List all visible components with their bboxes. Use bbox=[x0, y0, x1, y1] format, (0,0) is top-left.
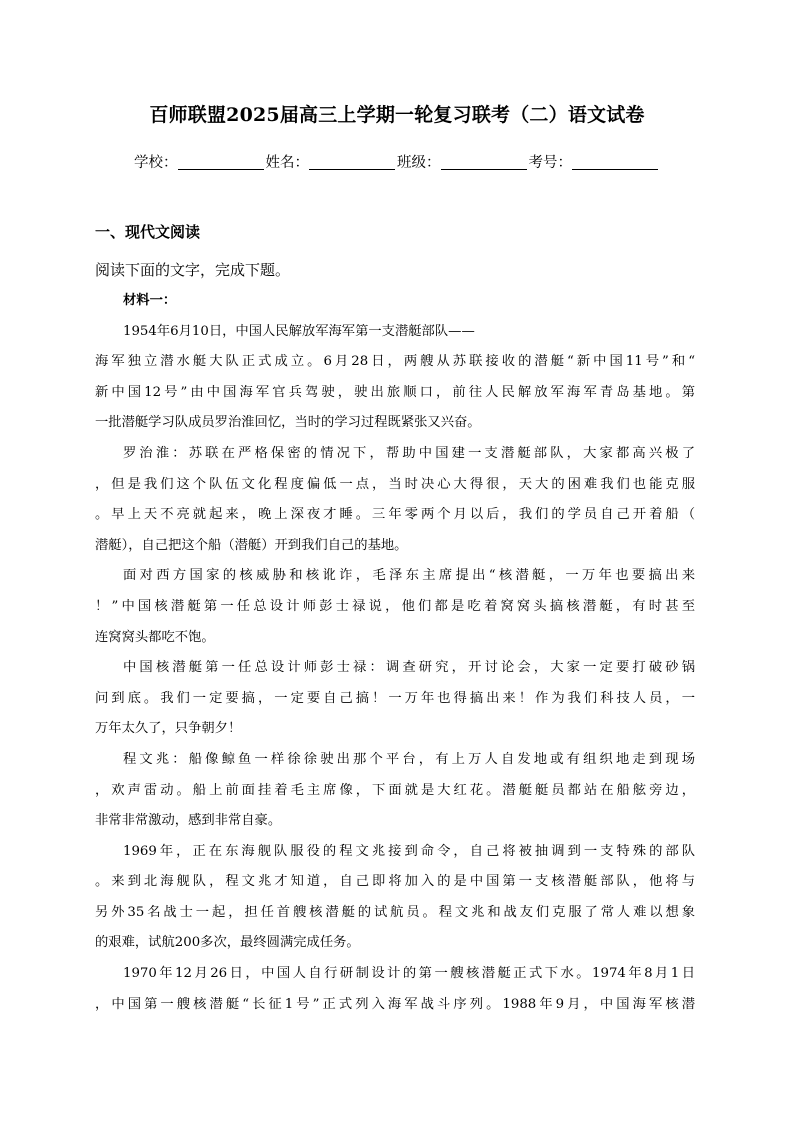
passage-line: 1970年12月26日，中国人自行研制设计的第一艘核潜艇正式下水。1974年8月1日 bbox=[123, 966, 695, 982]
school-label: 学校： bbox=[134, 155, 178, 171]
passage-line: 潜艇），自己把这个船（潜艇）开到我们自己的基地。 bbox=[95, 537, 408, 553]
passage-line: 1954年6月10日，中国人民解放军海军第一支潜艇部队—— bbox=[123, 323, 475, 339]
document-title: 百师联盟2025届高三上学期一轮复习联考（二）语文试卷 bbox=[149, 104, 645, 126]
passage-line: 程文兆：船像鲸鱼一样徐徐驶出那个平台，有上万人自发地或有组织地走到现场 bbox=[123, 751, 695, 767]
school-blank[interactable] bbox=[178, 151, 264, 170]
section-heading: 一、现代文阅读 bbox=[95, 223, 201, 241]
passage-line: 新中国12号”由中国海军官兵驾驶，驶出旅顺口，前往人民解放军海军青岛基地。第 bbox=[95, 384, 695, 400]
passage-line: 面对西方国家的核威胁和核讹诈，毛泽东主席提出“核潜艇，一万年也要搞出来 bbox=[123, 568, 695, 584]
passage-line: 。来到北海舰队，程文兆才知道，自己即将加入的是中国第一支核潜艇部队，他将与 bbox=[95, 874, 695, 890]
passage-line: 的艰难，试航200多次，最终圆满完成任务。 bbox=[95, 935, 360, 951]
exam-number-label: 考号： bbox=[528, 155, 572, 171]
exam-number-field bbox=[529, 150, 661, 176]
student-info-row bbox=[0, 150, 794, 176]
exam-number-blank[interactable] bbox=[572, 151, 658, 170]
material-label: 材料一： bbox=[123, 293, 177, 308]
name-field bbox=[266, 150, 398, 176]
passage-line: 一批潜艇学习队成员罗治淮回忆，当时的学习过程既紧张又兴奋。 bbox=[95, 415, 481, 431]
passage-line: 万年太久了，只争朝夕！ bbox=[95, 721, 242, 737]
passage-body bbox=[95, 286, 695, 1020]
passage-line: 非常非常激动，感到非常自豪。 bbox=[95, 813, 282, 829]
class-blank[interactable] bbox=[441, 151, 527, 170]
passage-line: ，欢声雷动。船上前面挂着毛主席像，下面就是大红花。潜艇艇员都站在船舷旁边， bbox=[95, 782, 695, 798]
passage-line: 1969年，正在东海舰队服役的程文兆接到命令，自己将被抽调到一支特殊的部队 bbox=[123, 843, 695, 859]
passage-line: ！”中国核潜艇第一任总设计师彭士禄说，他们都是吃着窝窝头搞核潜艇，有时甚至 bbox=[95, 598, 695, 614]
passage-line: 另外35名战士一起，担任首艘核潜艇的试航员。程文兆和战友们克服了常人难以想象 bbox=[95, 904, 695, 920]
passage-line: ，中国第一艘核潜艇“长征1号”正式列入海军战斗序列。1988年9月，中国海军核潜 bbox=[95, 996, 695, 1012]
school-field bbox=[134, 150, 266, 176]
passage-line: 罗治淮：苏联在严格保密的情况下，帮助中国建一支潜艇部队，大家都高兴极了 bbox=[123, 445, 695, 461]
class-field bbox=[397, 150, 529, 176]
passage-line: 海军独立潜水艇大队正式成立。6月28日，两艘从苏联接收的潜艇“新中国11号”和“ bbox=[95, 354, 695, 370]
name-blank[interactable] bbox=[309, 151, 395, 170]
passage-line: ，但是我们这个队伍文化程度偏低一点，当时决心大得很，天大的困难我们也能克服 bbox=[95, 476, 695, 492]
class-label: 班级： bbox=[397, 155, 441, 171]
passage-line: 连窝窝头都吃不饱。 bbox=[95, 629, 215, 645]
name-label: 姓名： bbox=[265, 155, 309, 171]
reading-instruction: 阅读下面的文字，完成下题。 bbox=[95, 261, 291, 279]
passage-line: 。早上天不亮就起来，晚上深夜才睡。三年零两个月以后，我们的学员自己开着船（ bbox=[95, 507, 695, 523]
passage-line: 问到底。我们一定要搞，一定要自己搞！一万年也得搞出来！作为我们科技人员，一 bbox=[95, 690, 695, 706]
passage-line: 中国核潜艇第一任总设计师彭士禄：调查研究，开讨论会，大家一定要打破砂锅 bbox=[123, 660, 695, 676]
